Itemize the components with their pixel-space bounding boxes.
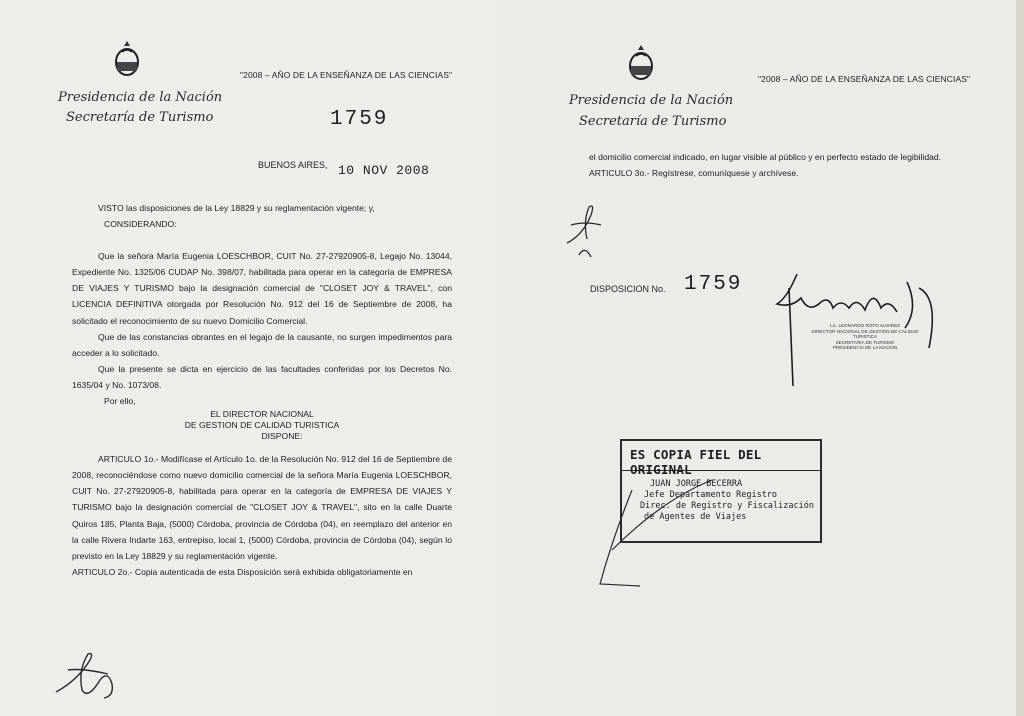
coat-of-arms-icon [113, 40, 141, 78]
por-ello: Por ello, [104, 396, 136, 407]
institution-subname: Secretaría de Turismo [579, 114, 727, 129]
stamp-position: Jefe Departamento Registro [644, 490, 778, 500]
articulo-1: ARTICULO 1o.- Modifícase el Artículo 1o. de la Resolución No. 912 del 16 de Septiembre de 2008, reconociéndose como nuevo domicilio comercial de la señora María Eugenia LOESCHBOR, CUIT No. 27-27920905-8, habilitada para operar en la categoría de EMPRESA DE VIAJES Y TURISMO bajo la designación comercial de "CLOSET JOY & TRAVEL", sito en la calle Duarte Quiros 185, Planta Baja, (5000) Córdoba, provincia de Córdoba (04), en reemplazo del anterior en la calle Rivera Indarte 163, entrepiso, local 1, (5000) Córdoba, provincia de Córdoba (04), según lo previsto en la Ley 18829 y su reglamentación vigente. [72, 454, 452, 561]
considerando-paragraph-2: Que de las constancias obrantes en el legajo de la causante, no surgen impedimentos para acceder a lo solicitado. [72, 331, 452, 358]
coat-of-arms-icon [627, 44, 655, 82]
disposicion-label: DISPOSICION No. [590, 284, 666, 294]
stamp-office: Direc. de Registro y Fiscalización [640, 501, 814, 511]
signatory-presidency: PRESIDENCIA DE LA NACION [832, 345, 898, 351]
disposicion-number: 1759 [684, 273, 743, 296]
institution-subname: Secretaría de Turismo [66, 110, 214, 125]
visto-paragraph: VISTO las disposiciones de la Ley 18829 y su reglamentación vigente; y, [98, 203, 375, 213]
initials-signature-left [48, 640, 128, 706]
director-title-2: DE GESTION DE CALIDAD TURISTICA [184, 420, 340, 431]
year-motto: "2008 – AÑO DE LA ENSEÑANZA DE LAS CIENCIAS" [758, 74, 971, 84]
signatory-name: Lic. LEONARDO ROTO ALVAREZ [830, 323, 900, 328]
left-body-text [72, 200, 452, 580]
dispone-heading: DISPONE: [261, 431, 303, 442]
considerando-paragraph-3: Que la presente se dicta en ejercicio de las facultades conferidas por los Decretos No. 1635/04 y No. 1073/08. [72, 363, 452, 390]
articulo-3: ARTICULO 3o.- Regístrese, comuníquese y archívese. [589, 168, 799, 179]
right-body-text [589, 149, 971, 181]
considerando-heading: CONSIDERANDO: [104, 219, 177, 230]
certified-copy-stamp [620, 439, 822, 543]
signatory-title: DIRECTOR NACIONAL DE GESTION DE CALIDAD TURISTICA [811, 328, 919, 340]
considerando-paragraph-1: Que la señora María Eugenia LOESCHBOR, CUIT No. 27-27920905-8, Legajo No. 13044, Expediente No. 1325/06 CUDAP No. 398/07, habilitada para operar en la categoría de EMPRESA DE VIAJES Y TURISMO bajo la designación comercial de "CLOSET JOY & TRAVEL", con LICENCIA DEFINITIVA otorgada por Resolución No. 912 del 16 de Septiembre de 2008, ha solicitado el reconocimiento de su nuevo Domicilio Comercial. [72, 251, 452, 326]
stamp-title: ES COPIA FIEL DEL ORIGINAL [622, 441, 820, 471]
document-page-left [0, 0, 497, 716]
signatory-secretariat: SECRETARIA DE TURISMO [835, 339, 895, 345]
stamp-office-2: de Agentes de Viajes [644, 512, 747, 522]
articulo-2: ARTICULO 2o.- Copia autenticada de esta Disposición será exhibida obligatoriamente en [72, 566, 413, 577]
institution-name: Presidencia de la Nación [58, 90, 223, 105]
director-title-1: EL DIRECTOR NACIONAL [210, 409, 314, 420]
disposition-number: 1759 [330, 108, 389, 131]
year-motto: "2008 – AÑO DE LA ENSEÑANZA DE LAS CIENCIAS" [240, 70, 453, 80]
document-page-right [497, 0, 1016, 716]
articulo-2-continued: el domicilio comercial indicado, en lugar visible al público y en perfecto estado de legibilidad. [589, 152, 942, 162]
signature-stamp [805, 323, 925, 351]
city-label: BUENOS AIRES, [258, 160, 328, 170]
initials-signature-right [561, 195, 611, 265]
institution-name: Presidencia de la Nación [569, 93, 734, 108]
document-date: 10 NOV 2008 [338, 163, 430, 178]
stamp-name: JUAN JORGE BECERRA [650, 479, 743, 489]
